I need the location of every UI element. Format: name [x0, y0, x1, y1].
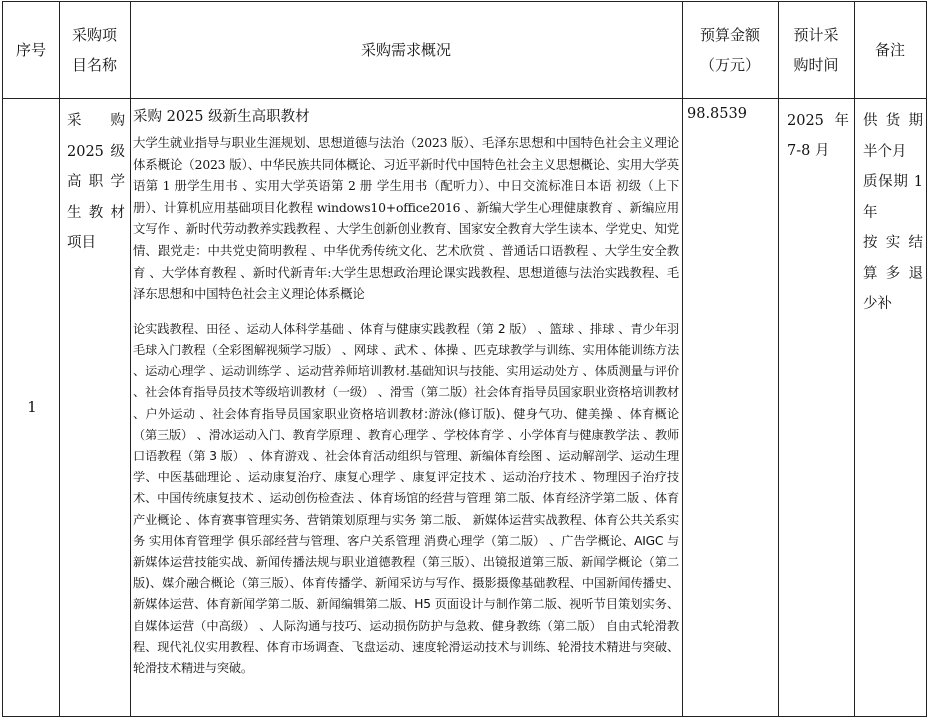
- header-time: [778, 2, 854, 98]
- header-name-line1: 采购项: [71, 26, 117, 44]
- note-line: 算多退: [863, 265, 923, 282]
- header-note: [854, 2, 926, 98]
- description-title: 采购 2025 级新生高职教材: [133, 109, 310, 125]
- time-cell: [783, 106, 853, 166]
- time-line: 7-8 月: [787, 143, 830, 159]
- note-line: 按实结: [863, 235, 923, 251]
- row-seq: [3, 98, 61, 716]
- header-budget-line1: 预算金额: [699, 26, 760, 44]
- project-name-line: 采 购: [67, 113, 125, 129]
- header-time-line2: 购时间: [793, 56, 839, 74]
- column-divider: [854, 2, 855, 716]
- header-description: [130, 2, 682, 98]
- row-seq-text: 1: [27, 398, 37, 416]
- column-divider: [778, 2, 779, 716]
- header-seq: [3, 2, 59, 98]
- project-name-cell: [61, 106, 131, 259]
- note-cell: [859, 106, 927, 320]
- note-line: 质保期 1: [863, 174, 923, 190]
- project-name-line: 生教材: [67, 204, 125, 221]
- header-divider: [3, 98, 926, 99]
- description-paragraph: 大学生就业指导与职业生涯规划、思想道德与法治（2023 版）、毛泽东思想和中国特色社会主义理论体系概论（2023 版）、中华民族共同体概论、习近平新时代中国特色社会主义思想概论、实用大学英语第 1 册学生用书 、实用大学英语第 2 册 学生用书（配听力）、中日交流标准日本语 初级（上下册）、计算机应用基础项目化教程 windows10+office2016 、新编大学生心理健康教育 、新编应用文写作 、新时代劳动教养实践教程 、大学生创新创业教育、国家安全教育大学生读本、学党史、知党情、跟党走：中共党史简明教程 、中华优秀传统文化、艺术欣赏 、普通话口语教程 、大学生安全教育 、大学体育教程 、新时代新青年:大学生思想政治理论课实践教程、思想道德与法治实践教程、毛泽东思想和中国特色社会主义理论体系概论: [133, 135, 679, 302]
- project-name-line: 高职学: [67, 174, 125, 190]
- column-divider: [682, 2, 683, 716]
- time-line: 2025 年: [787, 113, 849, 129]
- header-desc-text: 采购需求概况: [360, 41, 451, 59]
- description-cell: [133, 104, 679, 679]
- procurement-table: [2, 1, 927, 717]
- note-line: 少补: [863, 296, 892, 312]
- note-line: 供货期: [863, 113, 923, 129]
- header-time-line1: 预计采: [793, 26, 839, 44]
- project-name-line: 项目: [67, 235, 96, 251]
- budget-value: 98.8539: [687, 106, 747, 122]
- header-budget-line2: （万元）: [699, 56, 760, 74]
- header-budget: [682, 2, 778, 98]
- note-line: 半个月: [863, 143, 907, 160]
- project-name-line: 2025 级: [67, 143, 125, 160]
- header-name-line2: 目名称: [71, 56, 117, 74]
- description-paragraph-continued: 论实践教程、田径 、运动人体科学基础 、体育与健康实践教程（第 2 版） 、篮球 、排球 、青少年羽毛球入门教程（全彩图解视频学习版） 、网球 、武术 、体操 、匹克球教学与训练、实用体能训练方法 、运动心理学 、运动训练学 、运动营养师培训教材.基础知识与技能、实用运动处方 、体质测量与评价 、社会体育指导员技术等级培训教材（一级） 、滑雪（第二版）社会体育指导员国家职业资格培训教材 、户外运动 、社会体育指导员国家职业资格培训教材:游泳(修订版)、健身气功、健美操 、体育概论（第三版） 、滑冰运动入门、教育学原理 、教育心理学 、学校体育学 、小学体育与健康教学法 、教师口语教程（第 3 版） 、体育游戏 、社会体育活动组织与管理、新编体育绘图 、运动解剖学、运动生理学、中医基础理论 、运动康复治疗、康复心理学 、康复评定技术 、运动治疗技术 、物理因子治疗技术、中国传统康复技术 、运动创伤检查法 、体育场馆的经营与管理 第二版、体育经济学第二版 、体育产业概论 、体育赛事管理实务、营销策划原理与实务 第二版、 新媒体运营实战教程、体育公共关系实务 实用体育管理学 俱乐部经营与管理、客户关系管理 消费心理学（第二版） 、广告学概论、AIGC 与新媒体运营技能实战、新闻传播法规与职业道德教程（第三版）、出镜报道第三版、新闻学概论（第二版)、媒介融合概论（第三版）、体育传播学、新闻采访与写作、摄影摄像基础教程、中国新闻传播史、新媒体运营、体育新闻学第二版、新闻编辑第二版、H5 页面设计与制作第二版、视听节目策划实务、自媒体运营（中高级） 、人际沟通与技巧、运动损伤防护与急救、健身教练（第二版） 自由式轮滑教程、现代礼仪实用教程、体育市场调查、飞盘运动、速度轮滑运动技术与训练、轮滑技术精进与突破、轮滑技术精进与突破。: [133, 321, 679, 675]
- budget-cell: [687, 106, 747, 122]
- header-note-text: 备注: [874, 41, 905, 59]
- header-project-name: [59, 2, 130, 98]
- note-line: 年: [863, 204, 878, 221]
- header-seq-text: 序号: [15, 41, 46, 59]
